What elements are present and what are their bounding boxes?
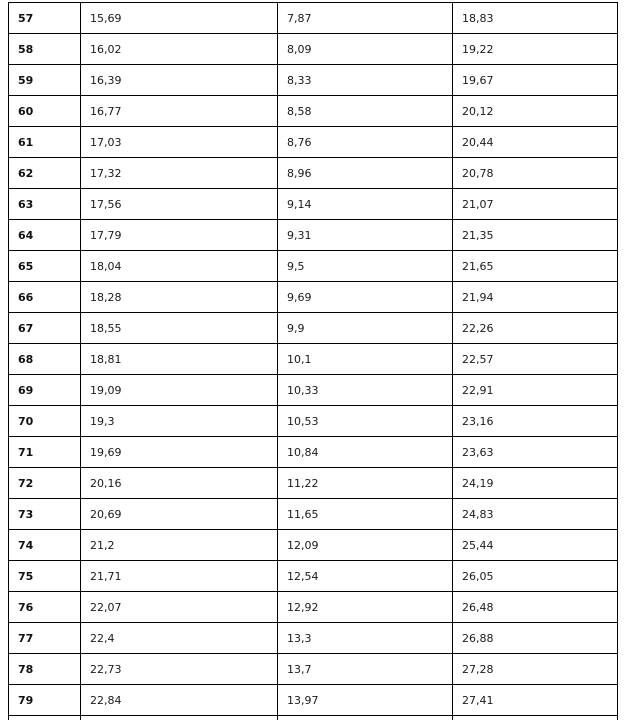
value-cell-3: 26,05 bbox=[453, 561, 618, 592]
value-cell-2: 13,7 bbox=[278, 654, 453, 685]
row-number-cell: 69 bbox=[9, 375, 81, 406]
value-cell-1: 18,28 bbox=[81, 282, 278, 313]
value-cell-1: 16,77 bbox=[81, 96, 278, 127]
table-row-cutoff bbox=[9, 716, 618, 721]
value-cell-1: 22,73 bbox=[81, 654, 278, 685]
value-cell-1: 17,79 bbox=[81, 220, 278, 251]
row-number-cell: 71 bbox=[9, 437, 81, 468]
value-cell-1: 18,04 bbox=[81, 251, 278, 282]
value-cell-3: 26,48 bbox=[453, 592, 618, 623]
value-cell-1: 15,69 bbox=[81, 3, 278, 34]
value-cell-2: 7,87 bbox=[278, 3, 453, 34]
row-number-cell: 74 bbox=[9, 530, 81, 561]
value-cell-3: 23,63 bbox=[453, 437, 618, 468]
table-row bbox=[9, 654, 618, 685]
value-cell-3: 21,35 bbox=[453, 220, 618, 251]
row-number-cell: 68 bbox=[9, 344, 81, 375]
row-number-cell: 59 bbox=[9, 65, 81, 96]
value-cell-2: 9,69 bbox=[278, 282, 453, 313]
row-number-cell: 64 bbox=[9, 220, 81, 251]
row-number-cell: 70 bbox=[9, 406, 81, 437]
table-row bbox=[9, 251, 618, 282]
value-cell-1: 17,32 bbox=[81, 158, 278, 189]
table-row bbox=[9, 623, 618, 654]
table-row bbox=[9, 499, 618, 530]
row-number-cell: 65 bbox=[9, 251, 81, 282]
value-cell-1: 16,39 bbox=[81, 65, 278, 96]
value-cell-2: 13,3 bbox=[278, 623, 453, 654]
value-cell-1: 21,71 bbox=[81, 561, 278, 592]
value-cell-3: 26,88 bbox=[453, 623, 618, 654]
value-cell-3: 19,67 bbox=[453, 65, 618, 96]
value-cell-2: 11,22 bbox=[278, 468, 453, 499]
table-row bbox=[9, 158, 618, 189]
value-cell-3: 24,83 bbox=[453, 499, 618, 530]
value-cell-1: 19,69 bbox=[81, 437, 278, 468]
row-number-cell: 62 bbox=[9, 158, 81, 189]
value-cell-2: 12,09 bbox=[278, 530, 453, 561]
value-cell-3: 20,44 bbox=[453, 127, 618, 158]
table-row bbox=[9, 561, 618, 592]
value-cell-2: 10,53 bbox=[278, 406, 453, 437]
table-row bbox=[9, 468, 618, 499]
table-row bbox=[9, 282, 618, 313]
value-cell-3: 21,65 bbox=[453, 251, 618, 282]
table-row bbox=[9, 3, 618, 34]
table-row bbox=[9, 96, 618, 127]
value-cell-1: 21,2 bbox=[81, 530, 278, 561]
table-body bbox=[9, 3, 618, 721]
value-cell-2: 11,65 bbox=[278, 499, 453, 530]
empty-cell bbox=[9, 716, 81, 721]
value-cell-3: 25,44 bbox=[453, 530, 618, 561]
table-row bbox=[9, 375, 618, 406]
empty-cell bbox=[81, 716, 278, 721]
value-cell-1: 17,56 bbox=[81, 189, 278, 220]
value-cell-3: 21,94 bbox=[453, 282, 618, 313]
row-number-cell: 67 bbox=[9, 313, 81, 344]
row-number-cell: 75 bbox=[9, 561, 81, 592]
value-cell-3: 20,12 bbox=[453, 96, 618, 127]
empty-cell bbox=[453, 716, 618, 721]
value-cell-1: 22,07 bbox=[81, 592, 278, 623]
empty-cell bbox=[278, 716, 453, 721]
value-cell-1: 16,02 bbox=[81, 34, 278, 65]
table-row bbox=[9, 34, 618, 65]
table-row bbox=[9, 313, 618, 344]
row-number-cell: 73 bbox=[9, 499, 81, 530]
value-cell-3: 19,22 bbox=[453, 34, 618, 65]
table-row bbox=[9, 530, 618, 561]
value-cell-3: 27,41 bbox=[453, 685, 618, 716]
value-cell-2: 9,14 bbox=[278, 189, 453, 220]
value-cell-2: 9,9 bbox=[278, 313, 453, 344]
value-cell-1: 20,16 bbox=[81, 468, 278, 499]
value-cell-2: 8,09 bbox=[278, 34, 453, 65]
value-cell-3: 21,07 bbox=[453, 189, 618, 220]
table-row bbox=[9, 406, 618, 437]
value-cell-2: 8,33 bbox=[278, 65, 453, 96]
value-cell-2: 9,31 bbox=[278, 220, 453, 251]
value-cell-2: 12,92 bbox=[278, 592, 453, 623]
value-cell-1: 17,03 bbox=[81, 127, 278, 158]
value-cell-3: 22,26 bbox=[453, 313, 618, 344]
value-cell-2: 10,1 bbox=[278, 344, 453, 375]
value-cell-2: 13,97 bbox=[278, 685, 453, 716]
row-number-cell: 76 bbox=[9, 592, 81, 623]
value-cell-1: 22,84 bbox=[81, 685, 278, 716]
row-number-cell: 77 bbox=[9, 623, 81, 654]
value-cell-3: 27,28 bbox=[453, 654, 618, 685]
value-cell-1: 22,4 bbox=[81, 623, 278, 654]
data-table-container bbox=[8, 2, 617, 720]
value-cell-3: 23,16 bbox=[453, 406, 618, 437]
value-cell-2: 12,54 bbox=[278, 561, 453, 592]
value-cell-2: 8,76 bbox=[278, 127, 453, 158]
value-cell-2: 9,5 bbox=[278, 251, 453, 282]
row-number-cell: 66 bbox=[9, 282, 81, 313]
table-row bbox=[9, 189, 618, 220]
table-row bbox=[9, 685, 618, 716]
value-cell-3: 22,91 bbox=[453, 375, 618, 406]
row-number-cell: 57 bbox=[9, 3, 81, 34]
value-cell-1: 18,81 bbox=[81, 344, 278, 375]
value-cell-2: 8,58 bbox=[278, 96, 453, 127]
table-row bbox=[9, 344, 618, 375]
value-cell-2: 10,33 bbox=[278, 375, 453, 406]
data-table bbox=[8, 2, 618, 720]
row-number-cell: 61 bbox=[9, 127, 81, 158]
value-cell-1: 19,09 bbox=[81, 375, 278, 406]
table-row bbox=[9, 437, 618, 468]
value-cell-1: 20,69 bbox=[81, 499, 278, 530]
value-cell-2: 8,96 bbox=[278, 158, 453, 189]
value-cell-1: 18,55 bbox=[81, 313, 278, 344]
table-row bbox=[9, 592, 618, 623]
row-number-cell: 60 bbox=[9, 96, 81, 127]
row-number-cell: 79 bbox=[9, 685, 81, 716]
value-cell-3: 24,19 bbox=[453, 468, 618, 499]
row-number-cell: 72 bbox=[9, 468, 81, 499]
value-cell-1: 19,3 bbox=[81, 406, 278, 437]
value-cell-3: 22,57 bbox=[453, 344, 618, 375]
table-row bbox=[9, 65, 618, 96]
value-cell-3: 18,83 bbox=[453, 3, 618, 34]
row-number-cell: 63 bbox=[9, 189, 81, 220]
value-cell-3: 20,78 bbox=[453, 158, 618, 189]
table-row bbox=[9, 220, 618, 251]
row-number-cell: 58 bbox=[9, 34, 81, 65]
table-row bbox=[9, 127, 618, 158]
value-cell-2: 10,84 bbox=[278, 437, 453, 468]
row-number-cell: 78 bbox=[9, 654, 81, 685]
